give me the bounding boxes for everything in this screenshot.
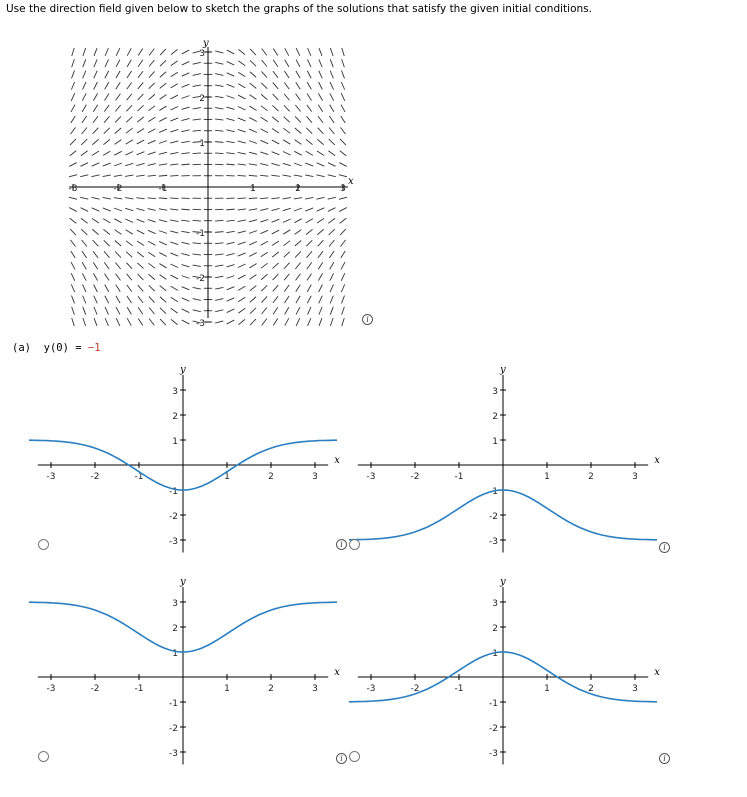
choice-2-y-tick-label: -1 <box>489 487 498 497</box>
choice-3-y-tick-label: -2 <box>169 724 178 734</box>
choice-4-y-tick-label: -1 <box>489 699 498 709</box>
part-a-condition: y(0) = <box>43 342 82 354</box>
field-y-tick-label: 3 <box>199 49 205 59</box>
choice-1-x-tick-label: -1 <box>134 472 144 482</box>
choice-1-x-tick-label: 2 <box>268 472 274 482</box>
choice-4-radio[interactable] <box>349 751 360 762</box>
choice-4-y-tick-label: 1 <box>492 649 498 659</box>
choice-3-x-tick-label: -3 <box>46 684 56 694</box>
choice-2-y-tick-label: -2 <box>489 512 498 522</box>
choice-2-x-tick-label: 2 <box>588 472 594 482</box>
info-button-choice-2[interactable]: i <box>659 542 670 553</box>
choice-2-x-tick-label: -1 <box>454 472 464 482</box>
choice-3-x-tick-label: -1 <box>134 684 144 694</box>
field-x-tick-label: -3 <box>68 184 78 194</box>
choice-4-y-label: y <box>500 576 506 588</box>
choice-2-x-label: x <box>654 455 660 466</box>
choice-2-y-tick-label: 3 <box>492 387 498 397</box>
choice-3-x-tick-label: 1 <box>224 684 230 694</box>
choice-3-y-tick-label: 1 <box>172 649 178 659</box>
choice-2-x-tick-label: -2 <box>410 472 420 482</box>
choice-3-x-tick-label: 2 <box>268 684 274 694</box>
field-y-tick-label: 2 <box>199 94 205 104</box>
field-x-label: x <box>348 176 354 187</box>
instruction-text: Use the direction field given below to sketch the graphs of the solutions that satisfy the given initial conditions. <box>6 3 592 15</box>
choice-1-y-tick-label: -2 <box>169 512 178 522</box>
field-x-tick-label: 3 <box>340 184 346 194</box>
choice-1-y-tick-label: -3 <box>169 537 178 547</box>
choice-2-x-tick-label: 1 <box>544 472 550 482</box>
field-x-tick-label: -1 <box>158 184 168 194</box>
choice-2-x-tick-label: -3 <box>366 472 376 482</box>
choice-2-y-label: y <box>500 364 506 376</box>
choice-3-x-tick-label: -2 <box>90 684 100 694</box>
choice-4-x-tick-label: 1 <box>544 684 550 694</box>
choice-3-y-tick-label: -3 <box>169 749 178 759</box>
choice-4-x-tick-label: -1 <box>454 684 464 694</box>
info-button-choice-4[interactable]: i <box>659 753 670 764</box>
choice-1-radio[interactable] <box>38 539 49 550</box>
choice-3-y-label: y <box>180 576 186 588</box>
choice-3-y-tick-label: 2 <box>172 624 178 634</box>
choice-1-y-label: y <box>180 364 186 376</box>
choice-2-y-tick-label: -3 <box>489 537 498 547</box>
choice-3-y-tick-label: -1 <box>169 699 178 709</box>
field-x-tick-label: 1 <box>250 184 256 194</box>
part-a-value: −1 <box>87 342 101 354</box>
choice-2-y-tick-label: 2 <box>492 412 498 422</box>
choice-2-y-tick-label: 1 <box>492 437 498 447</box>
field-y-tick-label: -3 <box>196 319 205 329</box>
choice-1-y-tick-label: 3 <box>172 387 178 397</box>
choice-3-y-tick-label: 3 <box>172 599 178 609</box>
choice-4-y-tick-label: 3 <box>492 599 498 609</box>
choice-4-x-tick-label: -3 <box>366 684 376 694</box>
choice-3-radio[interactable] <box>38 751 49 762</box>
part-a-prefix: (a) <box>12 342 31 354</box>
choice-4-y-tick-label: -2 <box>489 724 498 734</box>
choice-2-radio[interactable] <box>349 539 360 550</box>
choice-4-x-tick-label: -2 <box>410 684 420 694</box>
field-y-tick-label: -1 <box>196 229 205 239</box>
info-button-choice-1[interactable]: i <box>336 539 347 550</box>
info-button-choice-3[interactable]: i <box>336 753 347 764</box>
field-x-tick-label: -2 <box>113 184 123 194</box>
choice-4-y-tick-label: -3 <box>489 749 498 759</box>
choice-4-x-tick-label: 3 <box>632 684 638 694</box>
field-y-tick-label: -2 <box>196 274 205 284</box>
choice-1-x-tick-label: 1 <box>224 472 230 482</box>
choice-3-x-label: x <box>334 667 340 678</box>
choice-4-x-tick-label: 2 <box>588 684 594 694</box>
choice-1-x-label: x <box>334 455 340 466</box>
choice-4-x-label: x <box>654 667 660 678</box>
info-button-field[interactable]: i <box>362 314 373 325</box>
choice-2-x-tick-label: 3 <box>632 472 638 482</box>
field-y-tick-label: 1 <box>199 139 205 149</box>
choice-1-y-tick-label: 2 <box>172 412 178 422</box>
choice-1-x-tick-label: 3 <box>312 472 318 482</box>
choice-4-y-tick-label: 2 <box>492 624 498 634</box>
choice-1-x-tick-label: -3 <box>46 472 56 482</box>
choice-1-x-tick-label: -2 <box>90 472 100 482</box>
choice-1-y-tick-label: 1 <box>172 437 178 447</box>
field-y-label: y <box>203 38 209 49</box>
field-x-tick-label: 2 <box>295 184 301 194</box>
choice-1-y-tick-label: -1 <box>169 487 178 497</box>
choice-3-x-tick-label: 3 <box>312 684 318 694</box>
